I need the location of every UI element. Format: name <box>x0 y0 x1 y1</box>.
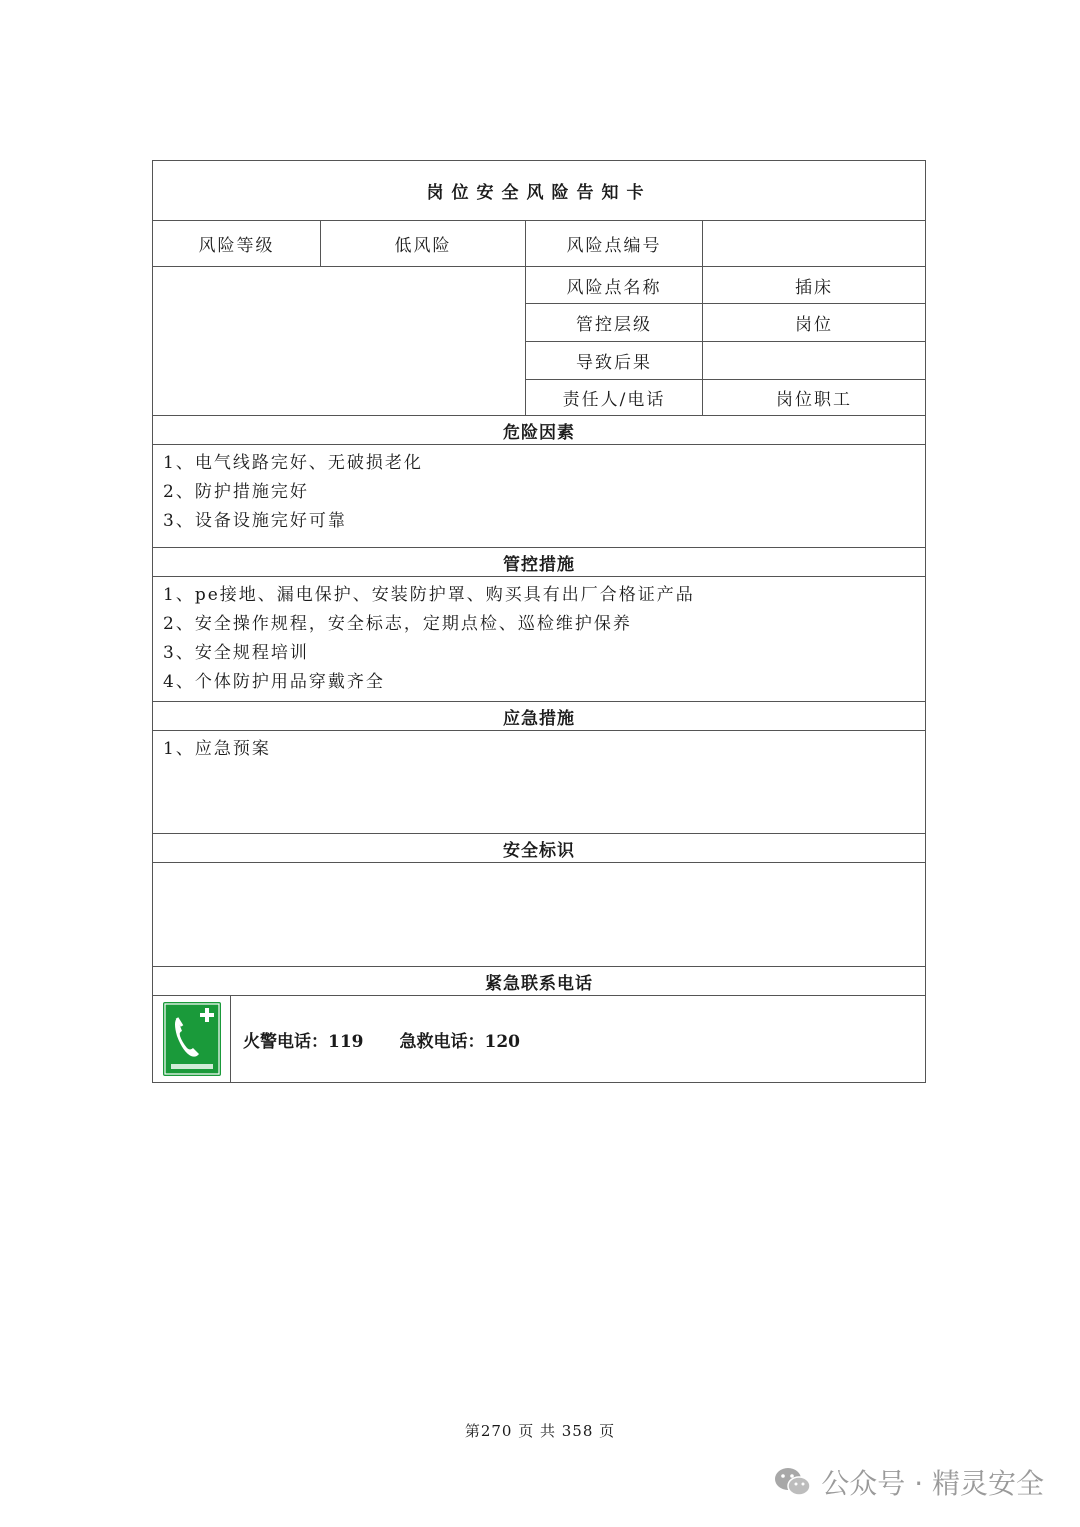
control-level-value: 岗位 <box>703 304 926 342</box>
risk-point-name-value: 插床 <box>703 267 926 304</box>
control-item: 1、pe接地、漏电保护、安装防护罩、购买具有出厂合格证产品 <box>163 585 695 605</box>
control-level-label: 管控层级 <box>526 304 703 342</box>
emergency-item: 1、应急预案 <box>163 739 271 759</box>
control-item: 4、个体防护用品穿戴齐全 <box>163 672 385 692</box>
hazard-item: 2、防护措施完好 <box>163 482 309 502</box>
control-item: 3、安全规程培训 <box>163 643 309 663</box>
hazard-item: 1、电气线路完好、无破损老化 <box>163 453 423 473</box>
hazards-list <box>153 445 926 548</box>
risk-point-name-label: 风险点名称 <box>526 267 703 304</box>
consequence-label: 导致后果 <box>526 342 703 380</box>
watermark-text: 公众号 · 精灵安全 <box>821 1467 1044 1500</box>
risk-point-no-value <box>703 221 926 267</box>
fire-phone: 火警电话：119 <box>243 1031 364 1052</box>
blank-image-area <box>153 267 526 416</box>
contact-row <box>153 996 926 1083</box>
safety-signs-area <box>153 863 926 967</box>
watermark <box>773 1462 1044 1502</box>
responsible-label: 责任人/电话 <box>526 380 703 416</box>
hazards-heading: 危险因素 <box>153 416 926 445</box>
emergency-phone-icon <box>163 1002 221 1076</box>
risk-level-label: 风险等级 <box>153 221 321 267</box>
consequence-value <box>703 342 926 380</box>
emergency-heading: 应急措施 <box>153 702 926 731</box>
risk-notice-card <box>152 160 926 1083</box>
wechat-icon <box>773 1465 813 1499</box>
card-title: 岗位安全风险告知卡 <box>153 161 926 221</box>
contact-numbers <box>231 996 556 1082</box>
page-number: 第270 页 共 358 页 <box>464 1422 616 1440</box>
controls-list <box>153 577 926 702</box>
emergency-sign-cell <box>153 996 231 1082</box>
controls-heading: 管控措施 <box>153 548 926 577</box>
risk-point-no-label: 风险点编号 <box>526 221 703 267</box>
risk-level-value: 低风险 <box>321 221 526 267</box>
hazard-item: 3、设备设施完好可靠 <box>163 511 347 531</box>
responsible-value: 岗位职工 <box>703 380 926 416</box>
safety-signs-heading: 安全标识 <box>153 834 926 863</box>
emergency-list <box>153 731 926 834</box>
contact-heading: 紧急联系电话 <box>153 967 926 996</box>
control-item: 2、安全操作规程，安全标志，定期点检、巡检维护保养 <box>163 614 632 634</box>
ambulance-phone: 急救电话：120 <box>399 1031 520 1052</box>
